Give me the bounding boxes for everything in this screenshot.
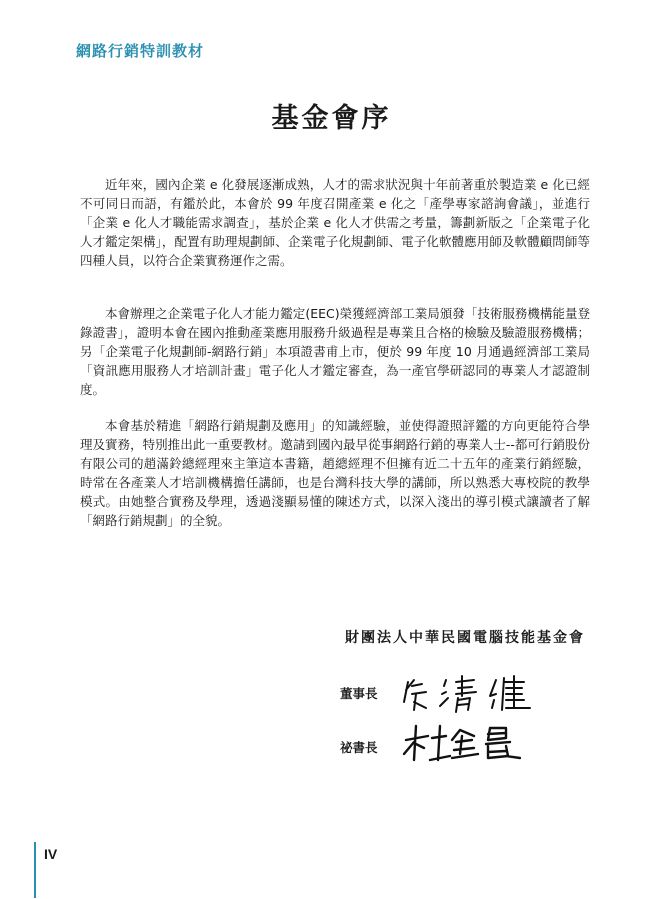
chairman-label: 董事長: [340, 686, 378, 701]
organization-name: 財團法人中華民國電腦技能基金會: [345, 630, 585, 646]
page-number-bar: [34, 842, 36, 898]
paragraph-3: 本會基於精進「網路行銷規劃及應用」的知識經驗，並使得證照評鑑的方向更能符合學理及實務，特別推出此一重要教材。邀請到國內最早從事網路行銷的專業人士--都可行銷股份有限公司的趙滿鈴總經理來主筆這本書籍，趙總經理不但擁有近二十五年的產業行銷經驗，時常在各產業人才培訓機構擔任講師，也是台灣科技大學的講師，所以熟悉大專校院的教學模式。由她整合實務及學理，透過淺顯易懂的陳述方式，以深入淺出的導引模式讓讀者了解「網路行銷規劃」的全貌。: [80, 417, 590, 528]
chairman-signature: [400, 672, 540, 714]
paragraph-2: 本會辦理之企業電子化人才能力鑑定(EEC)榮獲經濟部工業局頒發「技術服務機構能量登錄證書」，證明本會在國內推動產業應用服務升級過程是專業且合格的檢驗及驗證服務機構；另「企業電子化規劃師-網路行銷」本項證書甫上市，便於 99 年度 10 月通過經濟部工業局「資訊應用服務人才培訓計畫」電子化人才鑑定審查，為一產官學研認同的專業人才認證制度。: [80, 305, 590, 397]
page-number: IV: [44, 846, 58, 862]
secretary-label: 祕書長: [340, 740, 378, 755]
secretary-signature: [402, 722, 532, 764]
book-title-header: 網路行銷特訓教材: [76, 42, 205, 60]
paragraph-1: 近年來，國內企業 e 化發展逐漸成熟，人才的需求狀況與十年前著重於製造業 e 化已經不可同日而語，有鑑於此，本會於 99 年度召開產業 e 化之「產學專家諮詢會議」，並進行「企業 e 化人才職能需求調查」，基於企業 e 化人才供需之考量，籌劃新版之「企業電子化人才鑑定架構」，配置有助理規劃師、企業電子化規劃師、電子化軟體應用師及軟體顧問師等四種人員，以符合企業實務運作之需。: [80, 176, 590, 268]
page-title: 基金會序: [271, 103, 392, 134]
